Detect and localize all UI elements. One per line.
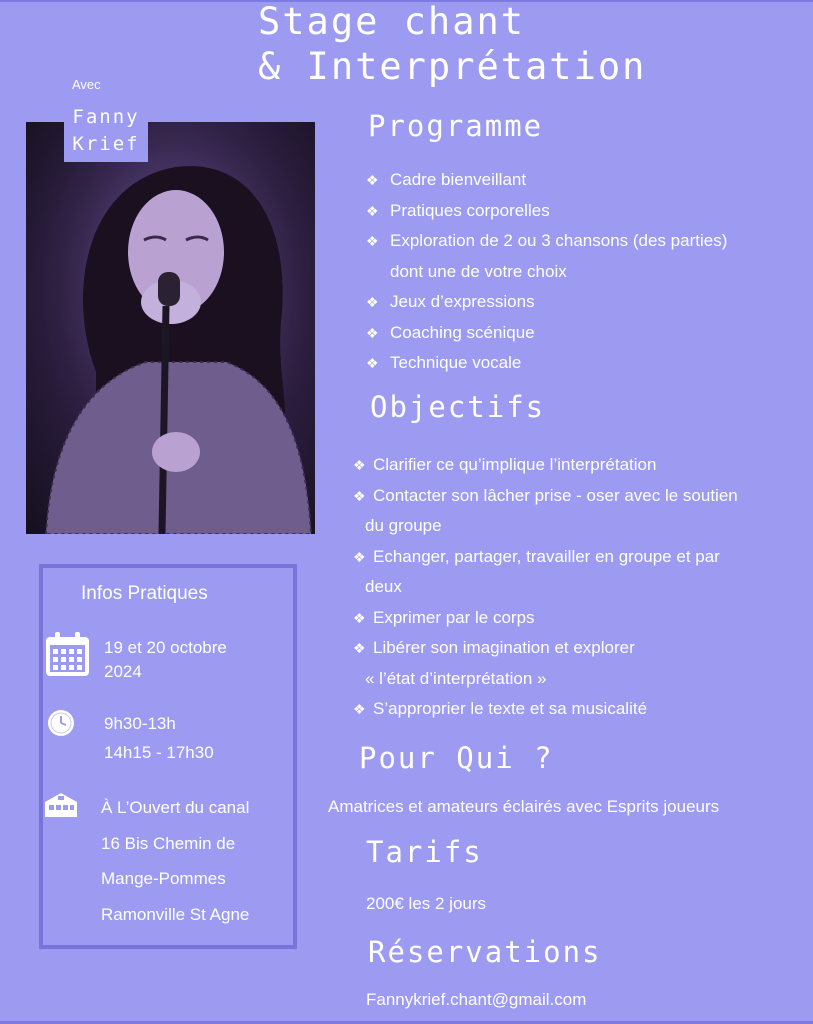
infos-pratiques-title: Infos Pratiques [81, 583, 208, 604]
list-item: ❖ Pratiques corporelles [366, 196, 727, 227]
diamond-bullet-icon: ❖ [366, 202, 379, 219]
reservations-email[interactable]: Fannykrief.chant@gmail.com [366, 990, 587, 1009]
calendar-icon [45, 631, 90, 677]
diamond-bullet-icon: ❖ [366, 324, 379, 341]
programme-title: Programme [368, 109, 544, 143]
list-item-continuation: dont une de votre choix [390, 261, 567, 281]
list-item: ❖ Exprimer par le corps [353, 603, 738, 634]
pour-qui-title: Pour Qui ? [359, 741, 554, 775]
tarifs-title: Tarifs [366, 835, 483, 869]
diamond-bullet-icon: ❖ [353, 701, 366, 717]
diamond-bullet-icon: ❖ [366, 294, 379, 310]
pour-qui-text: Amatrices et amateurs éclairés avec Esprits joueurs [328, 797, 720, 816]
diamond-bullet-icon: ❖ [366, 355, 379, 371]
diamond-bullet-icon: ❖ [366, 172, 379, 188]
event-hours: 9h30-13h 14h15 - 17h30 [104, 714, 214, 762]
diamond-bullet-icon: ❖ [353, 457, 366, 473]
list-item-continuation: « l’état d’interprétation » [365, 668, 547, 688]
event-location: À L’Ouvert du canal 16 Bis Chemin de Mange-Pommes Ramonville St Agne [101, 798, 250, 924]
list-item: ❖ Jeux d’expressions [366, 287, 727, 318]
list-item: ❖ S’approprier le texte et sa musicalité [353, 694, 738, 725]
diamond-bullet-icon: ❖ [353, 609, 366, 626]
diamond-bullet-icon: ❖ [353, 640, 366, 656]
list-item: ❖ Clarifier ce qu’implique l’interprétation [353, 450, 738, 481]
title-line-2: & Interprétation [258, 45, 647, 88]
avec-label: Avec [72, 77, 101, 92]
objectifs-title: Objectifs [370, 390, 546, 424]
list-item: ❖ Echanger, partager, travailler en groupe et par [353, 542, 738, 573]
diamond-bullet-icon: ❖ [366, 233, 379, 249]
list-item: ❖ Exploration de 2 ou 3 chansons (des parties) [366, 226, 727, 257]
list-item: ❖ Cadre bienveillant [366, 165, 727, 196]
programme-list [366, 165, 727, 379]
clock-icon [47, 709, 75, 737]
event-date: 19 et 20 octobre 2024 [104, 638, 227, 681]
house-icon [44, 792, 78, 818]
list-item: ❖ Libérer son imagination et explorer [353, 633, 738, 664]
list-item-continuation: du groupe [365, 516, 442, 535]
list-item-continuation: deux [365, 577, 402, 596]
diamond-bullet-icon: ❖ [353, 487, 366, 504]
reservations-title: Réservations [368, 935, 602, 969]
singer-illustration [26, 122, 315, 534]
list-item: ❖ Technique vocale [366, 348, 727, 379]
objectifs-list [353, 450, 738, 725]
title-line-1: Stage chant [258, 0, 526, 43]
artist-photo [26, 122, 315, 534]
tarifs-text: 200€ les 2 jours [366, 894, 487, 913]
artist-last-name: Krief [72, 133, 140, 155]
list-item: ❖ Coaching scénique [366, 318, 727, 349]
artist-first-name: Fanny [72, 106, 140, 128]
artist-name-tag [64, 100, 148, 162]
diamond-bullet-icon: ❖ [353, 548, 366, 565]
list-item: ❖ Contacter son lâcher prise - oser avec le soutien [353, 481, 738, 512]
